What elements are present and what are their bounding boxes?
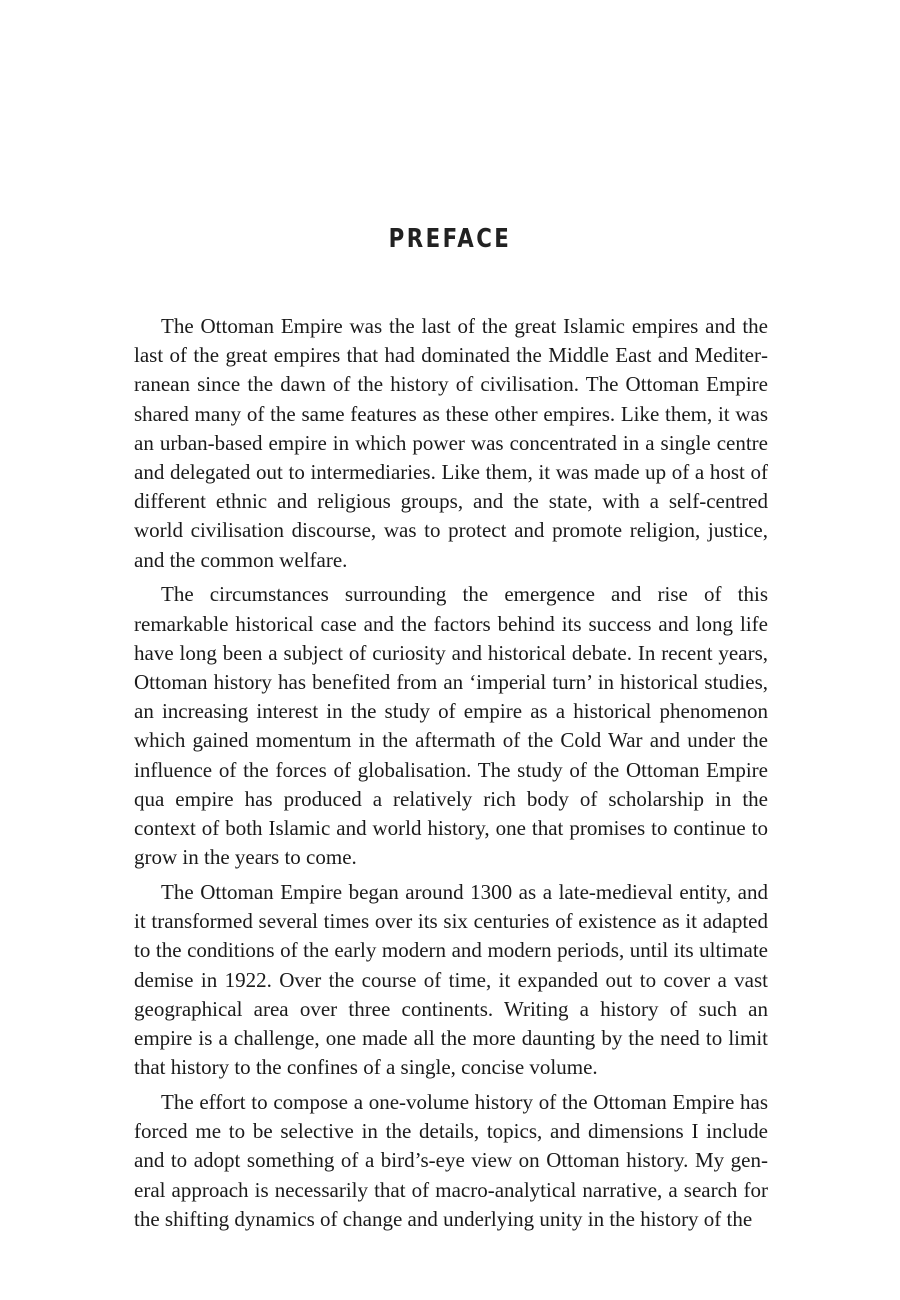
body-text xyxy=(134,312,768,1234)
paragraph: The effort to compose a one-volume history of the Ottoman Empire has forced me to be selective in the details, topics, and dimensions I include and to adopt something of a bird’s-eye view on Ottoman history. My general approach is necessarily that of macro-analytical narrative, a search for the shifting dynamics of change and underlying unity in the history of the xyxy=(134,1090,768,1231)
paragraph: The Ottoman Empire began around 1300 as a late-medieval entity, and it transformed several times over its six centuries of existence as it adapted to the conditions of the early modern and modern periods, until its ultimate demise in 1922. Over the course of time, it expanded out to cover a vast geographical area over three continents. Writing a history of such an empire is a challenge, one made all the more daunting by the need to limit that history to the confines of a single, concise volume. xyxy=(134,880,768,1080)
chapter-heading: PREFACE xyxy=(388,224,512,254)
paragraph: The circumstances surrounding the emergence and rise of this remarkable historical case and the factors behind its success and long life have long been a subject of curiosity and historical debate. In recent years, Ottoman history has benefited from an ‘imperial turn’ in historical studies, an increasing interest in the study of empire as a historical phenomenon which gained momentum in the aftermath of the Cold War and under the influence of the forces of globalisation. The study of the Ottoman Empire qua empire has produced a relatively rich body of scholarship in the context of both Islamic and world history, one that promises to continue to grow in the years to come. xyxy=(134,582,768,870)
paragraph: The Ottoman Empire was the last of the great Islamic empires and the last of the great empires that had dominated the Middle East and Mediterranean since the dawn of the history of civilisation. The Ottoman Empire shared many of the same features as these other empires. Like them, it was an urban-based empire in which power was concentrated in a single centre and delegated out to intermediaries. Like them, it was made up of a host of different ethnic and religious groups, and the state, with a self-centred world civilisation discourse, was to protect and promote religion, justice, and the common welfare. xyxy=(134,314,768,572)
